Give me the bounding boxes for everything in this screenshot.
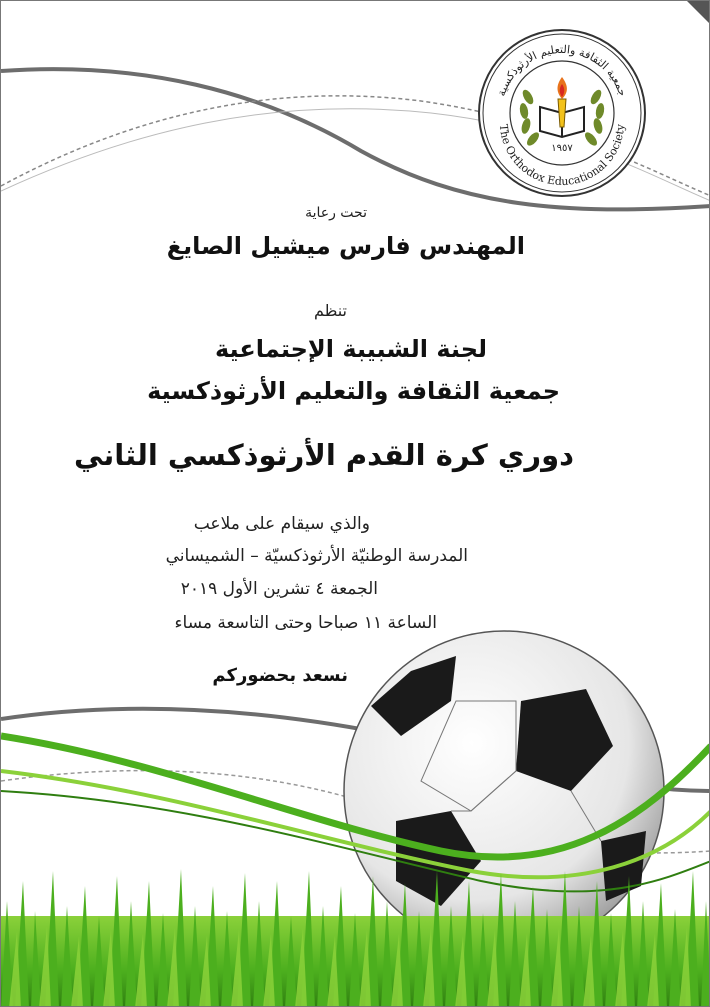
event-time: الساعة ١١ صباحا وحتى التاسعة مساء (174, 613, 437, 633)
venue-school: المدرسة الوطنيّة الأرثوذكسيّة – الشميساني (165, 546, 468, 566)
league-title: دوري كرة القدم الأرثوذكسي الثاني (74, 438, 574, 472)
organizes-label: تنظم (313, 301, 347, 320)
logo-year: ١٩٥٧ (551, 143, 573, 154)
under-patronage-label: تحت رعاية (305, 205, 367, 221)
closing-message: نسعد بحضوركم (212, 665, 348, 686)
venue-intro: والذي سيقام على ملاعب (193, 514, 370, 534)
society-name: جمعية الثقافة والتعليم الأرثوذكسية (147, 377, 560, 405)
patron-name: المهندس فارس ميشيل الصايغ (166, 232, 525, 260)
soccer-ball-icon (344, 631, 664, 951)
event-date: الجمعة ٤ تشرين الأول ٢٠١٩ (180, 579, 378, 599)
logo-english-ring: The Orthodox Educational Society (496, 123, 628, 189)
committee-name: لجنة الشبيبة الإجتماعية (214, 335, 487, 363)
bottom-scene (1, 1, 710, 1007)
logo-arabic-ring: جمعية الثقافة والتعليم الأرثوذكسية (494, 42, 630, 98)
